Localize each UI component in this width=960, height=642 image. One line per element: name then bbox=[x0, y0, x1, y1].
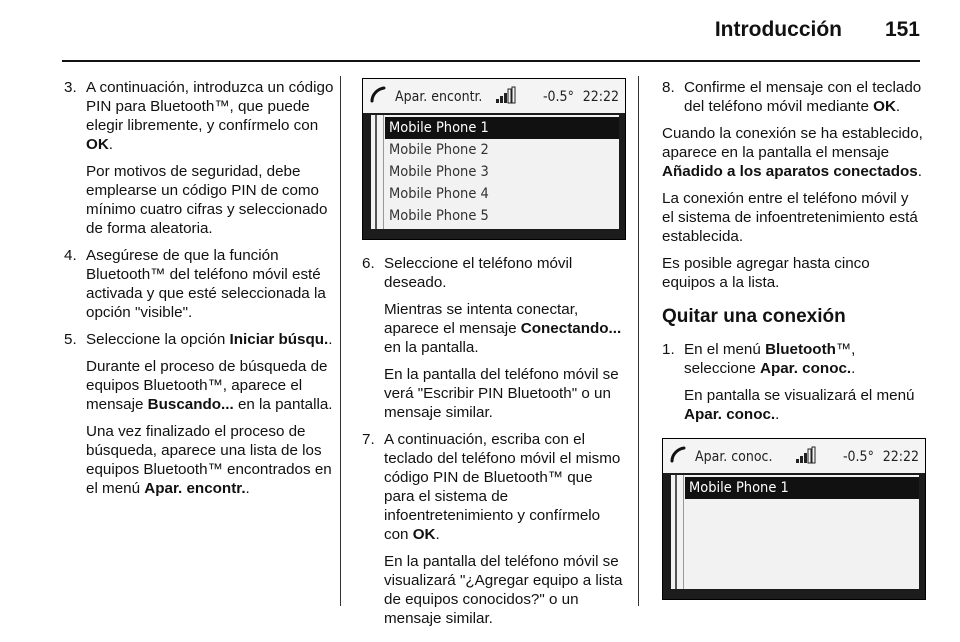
text-run: . bbox=[108, 136, 114, 153]
bold-term: OK bbox=[412, 526, 436, 543]
step-body bbox=[684, 340, 924, 424]
bold-term: Iniciar búsqu. bbox=[229, 331, 329, 348]
screen-temperature: -0.5° bbox=[843, 449, 874, 465]
paragraph bbox=[86, 78, 342, 154]
device-list-item[interactable]: Mobile Phone 1 bbox=[685, 477, 919, 499]
column-2 bbox=[362, 78, 624, 636]
signal-icon bbox=[795, 446, 817, 464]
device-list-item[interactable]: Mobile Phone 3 bbox=[389, 164, 489, 180]
step-body bbox=[86, 330, 342, 498]
paragraph bbox=[86, 246, 342, 322]
text-run: A continuación, introduzca un código PIN para Bluetooth™, que puede elegir libremente, y confírmelo con bbox=[86, 79, 334, 134]
header-title: Introducción bbox=[714, 18, 842, 41]
signal-icon bbox=[495, 86, 517, 104]
text-run: en la pantalla. bbox=[384, 339, 479, 356]
step-item bbox=[64, 246, 342, 322]
screen-clock: 22:22 bbox=[582, 89, 619, 105]
paragraph bbox=[662, 189, 924, 246]
paragraph bbox=[86, 422, 342, 498]
step-item bbox=[662, 340, 924, 424]
text-run: . bbox=[775, 406, 780, 423]
col3-list bbox=[662, 78, 924, 116]
text-run: En el menú bbox=[684, 341, 766, 358]
screen-device-list bbox=[385, 117, 619, 227]
text-run: Es posible agregar hasta cinco equipos a la lista. bbox=[662, 255, 870, 291]
paragraph bbox=[86, 162, 342, 238]
column-divider bbox=[638, 76, 639, 606]
text-run: Confirme el mensaje con el teclado del teléfono móvil mediante bbox=[684, 79, 922, 115]
step-body bbox=[86, 246, 342, 322]
screen-list-area bbox=[371, 115, 619, 229]
paragraph bbox=[662, 254, 924, 292]
text-run: En pantalla se visualizará el menú bbox=[684, 387, 915, 404]
bold-term: Añadido a los aparatos conectados bbox=[662, 163, 918, 180]
text-run: Asegúrese de que la función Bluetooth™ del teléfono móvil esté activada y que esté seleccionada la opción "visible". bbox=[86, 247, 326, 321]
bold-term: Bluetooth bbox=[765, 341, 836, 358]
device-list-item[interactable]: Mobile Phone 5 bbox=[389, 208, 489, 224]
paragraph bbox=[86, 330, 342, 349]
device-screen-known bbox=[662, 438, 926, 600]
screen-status-bar bbox=[663, 439, 925, 473]
step-body bbox=[384, 430, 624, 628]
step-number: 1. bbox=[662, 341, 675, 358]
page-header bbox=[0, 0, 960, 62]
bold-term: Apar. conoc. bbox=[684, 406, 776, 423]
paragraph bbox=[384, 365, 624, 422]
col3-list-2 bbox=[662, 340, 924, 424]
bold-term: OK bbox=[873, 98, 896, 115]
text-run: . bbox=[435, 526, 440, 543]
text-run: . bbox=[895, 98, 901, 115]
paragraph bbox=[384, 300, 624, 357]
column-1 bbox=[64, 78, 342, 506]
text-run: En la pantalla del teléfono móvil se verá "Escribir PIN Bluetooth" o un mensaje similar. bbox=[384, 366, 619, 421]
col3-paragraphs bbox=[662, 124, 924, 292]
device-list-item[interactable]: Mobile Phone 2 bbox=[389, 142, 489, 158]
col2-list bbox=[362, 254, 624, 628]
paragraph bbox=[86, 357, 342, 414]
text-run: Durante el proceso de búsqueda de equipos Bluetooth™, aparece el mensaje bbox=[86, 358, 328, 413]
screen-clock: 22:22 bbox=[882, 449, 919, 465]
device-screen-found bbox=[362, 78, 626, 240]
text-run: Mientras se intenta conectar, aparece el mensaje bbox=[384, 301, 579, 337]
step-item bbox=[64, 78, 342, 238]
phone-icon bbox=[369, 85, 389, 105]
step-body bbox=[684, 78, 924, 116]
screen-list-area bbox=[671, 475, 919, 589]
text-run: Seleccione el teléfono móvil deseado. bbox=[384, 255, 573, 291]
header-rule bbox=[62, 60, 920, 62]
step-body bbox=[384, 254, 624, 422]
step-item bbox=[662, 78, 924, 116]
bold-term: Conectando... bbox=[520, 320, 622, 337]
text-run: . bbox=[245, 480, 250, 497]
bold-term: OK bbox=[86, 136, 109, 153]
step-body bbox=[86, 78, 342, 238]
paragraph bbox=[384, 254, 624, 292]
text-run: ™, seleccione bbox=[684, 341, 856, 377]
bold-term: Buscando... bbox=[147, 396, 234, 413]
step-number: 4. bbox=[64, 247, 77, 264]
paragraph bbox=[662, 124, 924, 181]
phone-icon bbox=[669, 445, 689, 465]
paragraph bbox=[384, 552, 624, 628]
text-run: . bbox=[328, 331, 333, 348]
paragraph bbox=[684, 386, 924, 424]
step-item bbox=[362, 430, 624, 628]
text-run: . bbox=[917, 163, 922, 180]
screen-temperature: -0.5° bbox=[543, 89, 574, 105]
screen-status-bar bbox=[363, 79, 625, 113]
paragraph bbox=[684, 340, 924, 378]
step-number: 7. bbox=[362, 431, 375, 448]
text-run: en la pantalla. bbox=[233, 396, 333, 413]
step-number: 8. bbox=[662, 79, 675, 96]
text-run: A continuación, escriba con el teclado del teléfono móvil el mismo código PIN de Bluetooth™ que para el sistema de infoentretenimiento y confírmelo con bbox=[384, 431, 621, 543]
text-run: Por motivos de seguridad, debe emplearse un código PIN de como mínimo cuatro cifras y seleccionado de forma aleatoria. bbox=[86, 163, 328, 237]
device-list-item[interactable]: Mobile Phone 1 bbox=[385, 117, 619, 139]
text-run: Seleccione la opción bbox=[86, 331, 230, 348]
paragraph bbox=[384, 430, 624, 544]
device-list-item[interactable]: Mobile Phone 4 bbox=[389, 186, 489, 202]
screen-scrollbar[interactable] bbox=[675, 475, 684, 589]
screen-scrollbar[interactable] bbox=[375, 115, 384, 229]
column-3 bbox=[662, 78, 924, 600]
screen-device-list bbox=[685, 477, 919, 499]
paragraph bbox=[684, 78, 924, 116]
bold-term: Apar. conoc. bbox=[759, 360, 852, 377]
step-item bbox=[362, 254, 624, 422]
step-item bbox=[64, 330, 342, 498]
text-run: En la pantalla del teléfono móvil se visualizará "¿Agregar equipo a lista de equipos conocidos?" o un mensaje similar. bbox=[384, 553, 623, 627]
page-number: 151 bbox=[884, 18, 920, 41]
step-number: 5. bbox=[64, 331, 77, 348]
bold-term: Apar. encontr. bbox=[144, 480, 246, 497]
text-run: Cuando la conexión se ha establecido, aparece en la pantalla el mensaje bbox=[662, 125, 923, 161]
step-number: 6. bbox=[362, 255, 375, 272]
section-title: Quitar una conexión bbox=[662, 306, 846, 327]
step-number: 3. bbox=[64, 79, 77, 96]
screen-title: Apar. conoc. bbox=[695, 449, 773, 465]
screen-title: Apar. encontr. bbox=[395, 89, 483, 105]
text-run: . bbox=[851, 360, 856, 377]
col1-list bbox=[64, 78, 342, 498]
text-run: La conexión entre el teléfono móvil y el sistema de infoentretenimiento está establecida. bbox=[662, 190, 918, 245]
text-run: Una vez finalizado el proceso de búsqueda, aparece una lista de los equipos Bluetooth™ encontrados en el menú bbox=[86, 423, 332, 497]
